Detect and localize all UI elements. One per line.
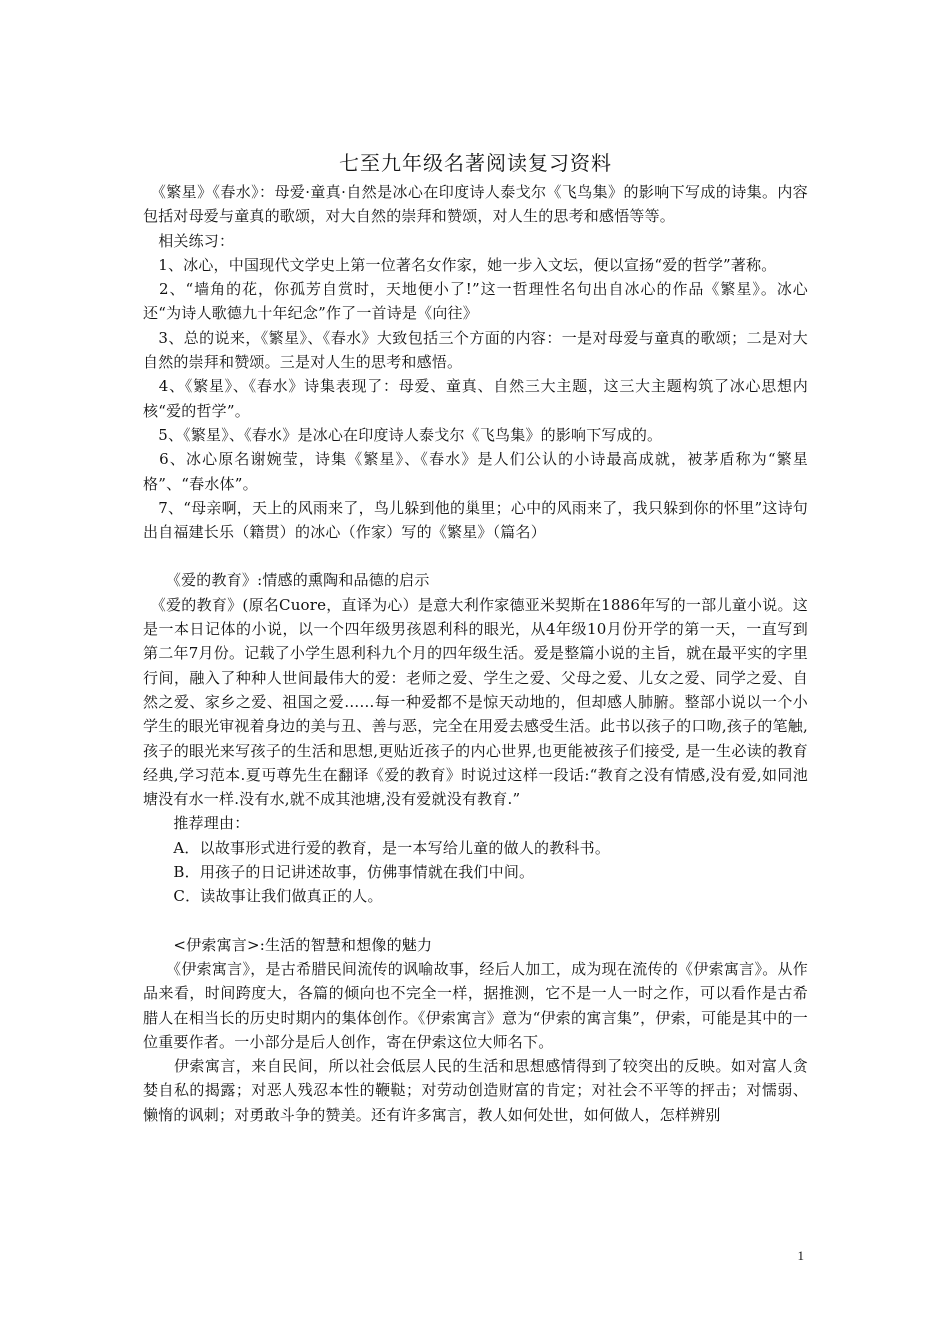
paragraph: 相关练习：: [143, 231, 235, 250]
paragraph: 2、“墙角的花，你孤芳自赏时，天地便小了!”这一哲理性名句出自冰心的作品《繁星》。冰心还“为诗人歌德九十年纪念”作了一首诗是《向往》: [143, 280, 808, 323]
paragraph: 6、冰心原名谢婉莹，诗集《繁星》、《春水》是人们公认的小诗最高成就，被茅盾称为“繁星格”、“春水体”。: [143, 450, 808, 493]
paragraph: 1、冰心，中国现代文学史上第一位著名女作家，她一步入文坛，便以宣扬“爱的哲学”著称。: [143, 255, 777, 274]
list-item: B．用孩子的日记讲述故事，仿佛事情就在我们中间。: [143, 863, 535, 882]
paragraph: 推荐理由：: [143, 814, 250, 833]
section-heading: 《爱的教育》:情感的熏陶和品德的启示: [143, 571, 430, 590]
paragraph: 4、《繁星》、《春水》诗集表现了：母爱、童真、自然三大主题，这三大主题构筑了冰心思想内核“爱的哲学”。: [143, 377, 808, 420]
section-fanxing-chunshui: [143, 180, 808, 544]
paragraph: 《爱的教育》(原名Cuore，直译为心）是意大利作家德亚米契斯在1886年写的一部儿童小说。这是一本日记体的小说，以一个四年级男孩恩利科的眼光，从4年级10月份开学的第一天，一直写到第二年7月份。记载了小学生恩利科九个月的四年级生活。爱是整篇小说的主旨，就在最平实的字里行间，融入了种种人世间最伟大的爱：老师之爱、学生之爱、父母之爱、儿女之爱、同学之爱、自然之爱、家乡之爱、祖国之爱……每一种爱都不是惊天动地的，但却感人肺腑。整部小说以一个小学生的眼光审视着身边的美与丑、善与恶，完全在用爱去感受生活。此书以孩子的口吻,孩子的笔触,孩子的眼光来写孩子的生活和思想,更贴近孩子的内心世界,也更能被孩子们接受, 是一生必读的教育经典,学习范本.夏丏尊先生在翻译《爱的教育》时说过这样一段话:“教育之没有情感,没有爱,如同池塘没有水一样.没有水,就不成其池塘,没有爱就没有教育.”: [143, 595, 808, 809]
section-yisuo-yuyan: [143, 933, 808, 1127]
section-spacer: [143, 544, 808, 568]
document-title: 七至九年级名著阅读复习资料: [339, 151, 612, 175]
list-item: A．以故事形式进行爱的教育，是一本写给儿童的做人的教科书。: [143, 838, 611, 857]
list-item: C．读故事让我们做真正的人。: [143, 887, 383, 906]
paragraph: 伊索寓言，来自民间，所以社会低层人民的生活和思想感情得到了较突出的反映。如对富人贪婪自私的揭露；对恶人残忍本性的鞭鞑；对劳动创造财富的肯定；对社会不平等的抨击；对懦弱、懒惰的讽刺；对勇敢斗争的赞美。还有许多寓言，教人如何处世，如何做人，怎样辨别: [143, 1057, 808, 1124]
paragraph: 7、“母亲啊，天上的风雨来了，鸟儿躲到他的巢里；心中的风雨来了，我只躲到你的怀里”这诗句出自福建长乐（籍贯）的冰心（作家）写的《繁星》（篇名）: [143, 498, 808, 542]
paragraph: 《繁星》《春水》：母爱·童真·自然是冰心在印度诗人泰戈尔《飞鸟集》的影响下写成的诗集。内容包括对母爱与童真的歌颂，对大自然的崇拜和赞颂，对人生的思考和感悟等等。: [143, 183, 808, 226]
document-body: [143, 146, 808, 1127]
paragraph: 《伊索寓言》，是古希腊民间流传的讽喻故事，经后人加工，成为现在流传的《伊索寓言》。从作品来看，时间跨度大，各篇的倾向也不完全一样，据推测，它不是一人一时之作，可以看作是古希腊人在相当长的历史时期内的集体创作。《伊索寓言》意为“伊索的寓言集”，伊索，可能是其中的一位重要作者。一小部分是后人创作，寄在伊索这位大师名下。: [143, 959, 808, 1051]
section-ai-de-jiaoyu: [143, 568, 808, 908]
paragraph: 5、《繁星》、《春水》是冰心在印度诗人泰戈尔《飞鸟集》的影响下写成的。: [143, 425, 663, 444]
page-number: 1: [797, 1248, 804, 1263]
section-spacer: [143, 909, 808, 933]
paragraph: 3、总的说来，《繁星》、《春水》大致包括三个方面的内容：一是对母爱与童真的歌颂；二是对大自然的崇拜和赞颂。三是对人生的思考和感悟。: [143, 328, 808, 372]
section-heading: <伊索寓言>:生活的智慧和想像的魅力: [143, 935, 433, 954]
